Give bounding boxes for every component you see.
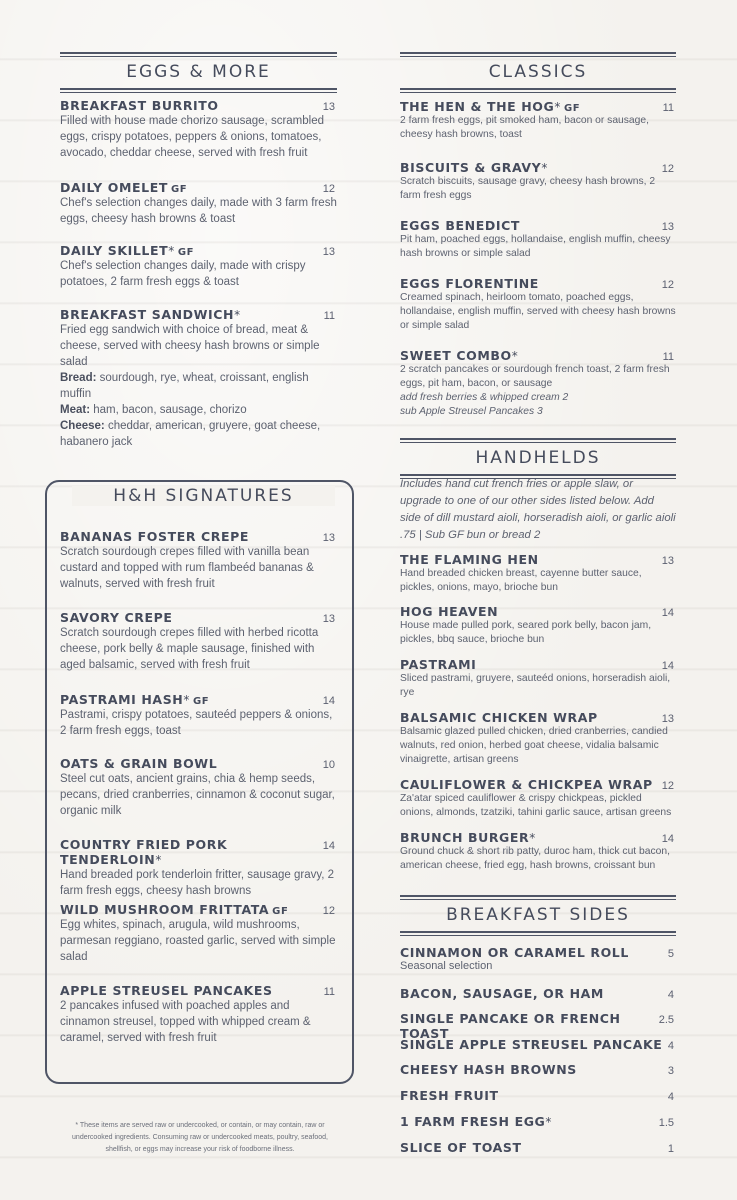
item-name: SAVORY CREPE (60, 610, 173, 625)
gf-badge: GF (272, 906, 289, 917)
item-description: Sliced pastrami, gruyere, sauteéd onions, horseradish aioli, rye (400, 673, 671, 698)
item-description: Hand breaded pork tenderloin fritter, sausage gravy, 2 farm fresh eggs, cheesy hash browns (60, 869, 335, 897)
item-price: 12 (322, 905, 335, 917)
side-price: 3 (667, 1065, 674, 1077)
gf-badge: GF (177, 247, 195, 258)
item-name: BALSAMIC CHICKEN WRAP (400, 710, 598, 725)
divider (400, 931, 676, 936)
menu-item (400, 552, 676, 595)
side-price: 4 (667, 1040, 674, 1052)
item-description: Filled with house made chorizo sausage, scrambled eggs, crispy potatoes, peppers & onions, tomatoes, avocado, cheddar cheese, served with fresh fruit (60, 115, 324, 159)
item-price: 14 (322, 695, 335, 707)
gf-badge: GF (563, 103, 581, 114)
item-price: 12 (661, 163, 674, 175)
item-description: Chef's selection changes daily, made with crispy potatoes, 2 farm fresh eggs & toast (60, 260, 306, 288)
menu-item (60, 902, 337, 965)
side-price: 1 (667, 1143, 674, 1155)
item-name: HOG HEAVEN (400, 604, 499, 619)
menu-item (400, 657, 676, 700)
item-description: Scratch sourdough crepes filled with herbed ricotta cheese, pork belly & maple sausage, finished with aged balsamic, served with fresh fruit (60, 627, 319, 671)
menu-item (60, 692, 337, 739)
divider (400, 88, 676, 93)
side-price: 4 (667, 1091, 674, 1103)
side-name: 1 FARM FRESH EGG (400, 1114, 546, 1129)
item-price: 14 (661, 607, 674, 619)
menu-item (60, 307, 337, 450)
menu-item (60, 98, 337, 161)
menu-item (60, 180, 337, 227)
side-item (400, 1062, 676, 1077)
side-item (400, 1140, 676, 1155)
raw-marker: * (234, 308, 241, 322)
item-name: APPLE STREUSEL PANCAKES (60, 983, 273, 998)
sides-section-title: BREAKFAST SIDES (446, 905, 630, 925)
menu-item (60, 983, 337, 1046)
item-name: THE FLAMING HEN (400, 552, 539, 567)
menu-item (400, 99, 676, 142)
item-description: Egg whites, spinach, arugula, wild mushrooms, parmesan reggiano, roasted garlic, served with simple salad (60, 919, 336, 963)
item-name: DAILY OMELET (60, 180, 168, 195)
side-item (400, 945, 676, 972)
classics-section-header (400, 52, 676, 93)
item-name: BANANAS FOSTER CREPE (60, 529, 250, 544)
item-description: Chef's selection changes daily, made with 3 farm fresh eggs, cheesy hash browns & toast (60, 197, 337, 225)
handhelds-section-header (400, 438, 676, 479)
item-description: Ground chuck & short rib patty, duroc ham, thick cut bacon, american cheese, fried egg, hash browns, croissant bun (400, 846, 670, 871)
item-description: Hand breaded chicken breast, cayenne butter sauce, pickles, onions, mayo, brioche bun (400, 568, 642, 593)
raw-marker: * (529, 831, 536, 845)
raw-marker: * (511, 349, 519, 363)
item-name: PASTRAMI (400, 657, 477, 672)
side-item (400, 1037, 676, 1052)
item-price: 12 (661, 780, 674, 792)
item-name: WILD MUSHROOM FRITTATA (60, 902, 270, 917)
sweet-combo-sub: sub Apple Streusel Pancakes 3 (400, 406, 543, 417)
item-description: Steel cut oats, ancient grains, chia & hemp seeds, pecans, dried cranberries, cinnamon & coconut sugar, organic milk (60, 773, 335, 817)
item-name: COUNTRY FRIED PORK TENDERLOIN (60, 837, 228, 867)
sandwich-cheese-option: Cheese: cheddar, american, gruyere, goat cheese, habanero jack (60, 420, 321, 448)
item-description: Pit ham, poached eggs, hollandaise, english muffin, cheesy hash browns or simple salad (400, 234, 671, 259)
side-name: CHEESY HASH BROWNS (400, 1062, 577, 1077)
menu-item (400, 830, 676, 873)
item-name: BREAKFAST SANDWICH (60, 307, 235, 322)
item-price: 13 (322, 532, 335, 544)
menu-item (400, 348, 676, 419)
item-price: 14 (322, 840, 335, 852)
item-name: BRUNCH BURGER (400, 830, 530, 845)
item-name: SWEET COMBO (400, 348, 512, 363)
raw-food-disclaimer: * These items are served raw or undercooked, or contain, or may contain, raw or undercooked ingredients. Consuming raw or undercooked meats, poultry, seafood, shellfish, or eggs may increase your risk of foodborne illness. (72, 1122, 328, 1153)
item-name: OATS & GRAIN BOWL (60, 756, 218, 771)
item-name: BISCUITS & GRAVY (400, 160, 542, 175)
item-description: Scratch sourdough crepes filled with vanilla bean custard and topped with rum flambeéd bananas & walnuts, served with fresh fruit (60, 546, 314, 590)
menu-item (400, 160, 676, 203)
item-description: Scratch biscuits, sausage gravy, cheesy hash browns, 2 farm fresh eggs (400, 176, 656, 201)
side-price: 4 (667, 989, 674, 1001)
eggs-column (60, 0, 337, 470)
side-note: Seasonal selection (400, 960, 493, 972)
side-item (400, 986, 676, 1001)
item-price: 11 (323, 310, 335, 322)
side-price: 2.5 (658, 1014, 674, 1026)
signatures-section-title: H&H SIGNATURES (72, 486, 335, 506)
raw-marker: * (183, 693, 190, 707)
gf-badge: GF (192, 696, 210, 707)
menu-item (60, 529, 337, 592)
item-description: Za'atar spiced cauliflower & crispy chickpeas, pickled onions, almonds, tzatziki, tahini garlic sauce, artisan greens (400, 793, 672, 818)
item-price: 12 (661, 279, 674, 291)
item-price: 13 (322, 246, 335, 258)
item-price: 11 (323, 986, 335, 998)
divider (60, 88, 337, 93)
menu-item (400, 710, 676, 767)
menu-item (60, 756, 337, 819)
side-name: SINGLE APPLE STREUSEL PANCAKE (400, 1037, 663, 1052)
item-description: 2 farm fresh eggs, pit smoked ham, bacon or sausage, cheesy hash browns, toast (400, 115, 649, 140)
side-item (400, 1088, 676, 1103)
item-description: Creamed spinach, heirloom tomato, poached eggs, hollandaise, english muffin, served with cheesy hash browns or simple salad (400, 292, 676, 331)
sandwich-meat-option: Meat: ham, bacon, sausage, chorizo (60, 404, 247, 416)
menu-item (60, 243, 337, 290)
side-name: SLICE OF TOAST (400, 1140, 522, 1155)
item-name: THE HEN & THE HOG (400, 99, 555, 114)
side-name: SINGLE PANCAKE OR FRENCH TOAST (400, 1011, 621, 1041)
item-description: Pastrami, crispy potatoes, sauteéd peppers & onions, 2 farm fresh eggs, toast (60, 709, 333, 737)
classics-column (400, 0, 676, 1200)
item-name: BREAKFAST BURRITO (60, 98, 219, 113)
item-price: 10 (322, 759, 335, 771)
item-name: EGGS BENEDICT (400, 218, 521, 233)
side-item (400, 1114, 676, 1129)
item-price: 13 (322, 101, 335, 113)
item-description: Fried egg sandwich with choice of bread, meat & cheese, served with cheesy hash browns or simple salad (60, 324, 320, 368)
raw-marker: * (554, 100, 561, 114)
menu-item (400, 777, 676, 820)
side-name: BACON, SAUSAGE, OR HAM (400, 986, 604, 1001)
item-name: CAULIFLOWER & CHICKPEA WRAP (400, 777, 653, 792)
item-price: 12 (322, 183, 335, 195)
item-price: 13 (661, 555, 674, 567)
sides-section-header (400, 895, 676, 936)
item-price: 13 (661, 221, 674, 233)
item-name: EGGS FLORENTINE (400, 276, 539, 291)
item-price: 11 (662, 102, 674, 114)
raw-marker: * (168, 244, 175, 258)
side-price: 5 (667, 948, 674, 960)
item-description: House made pulled pork, seared pork belly, bacon jam, pickles, bbq sauce, brioche bun (400, 620, 652, 645)
side-name: FRESH FRUIT (400, 1088, 499, 1103)
menu-item (60, 610, 337, 673)
sandwich-bread-option: Bread: sourdough, rye, wheat, croissant, english muffin (60, 372, 309, 400)
side-price: 1.5 (658, 1117, 674, 1129)
item-description: 2 scratch pancakes or sourdough french toast, 2 farm fresh eggs, pit ham, bacon, or sausage (400, 364, 670, 389)
item-price: 14 (661, 833, 674, 845)
raw-marker: * (541, 161, 548, 175)
gf-badge: GF (170, 184, 188, 195)
menu-item (400, 276, 676, 333)
classics-section-title: CLASSICS (488, 62, 588, 82)
eggs-section-header (60, 52, 337, 93)
item-description: 2 pancakes infused with poached apples and cinnamon streusel, topped with whipped cream & caramel, served with fresh fruit (60, 1000, 311, 1044)
menu-item (60, 837, 337, 899)
raw-marker: * (155, 853, 162, 867)
side-name: CINNAMON OR CARAMEL ROLL (400, 945, 629, 960)
eggs-section-title: EGGS & MORE (126, 62, 271, 82)
item-price: 13 (322, 613, 335, 625)
item-price: 11 (662, 351, 674, 363)
sweet-combo-addon: add fresh berries & whipped cream 2 (400, 392, 569, 403)
item-price: 14 (661, 660, 674, 672)
item-price: 13 (661, 713, 674, 725)
handhelds-section-title: HANDHELDS (475, 448, 601, 468)
raw-marker: * (545, 1115, 553, 1129)
menu-item (400, 218, 676, 261)
item-name: DAILY SKILLET (60, 243, 169, 258)
item-name: PASTRAMI HASH (60, 692, 184, 707)
menu-item (400, 604, 676, 647)
handhelds-intro: Includes hand cut french fries or apple slaw, or upgrade to one of our other sides listed below. Add side of dill mustard aioli, horseradish aioli, or garlic aioli .75 | Sub GF bun or bread 2 (400, 478, 676, 541)
item-description: Balsamic glazed pulled chicken, dried cranberries, candied walnuts, red onion, herbed goat cheese, vidalia balsamic vinaigrette, artisan greens (400, 726, 668, 765)
